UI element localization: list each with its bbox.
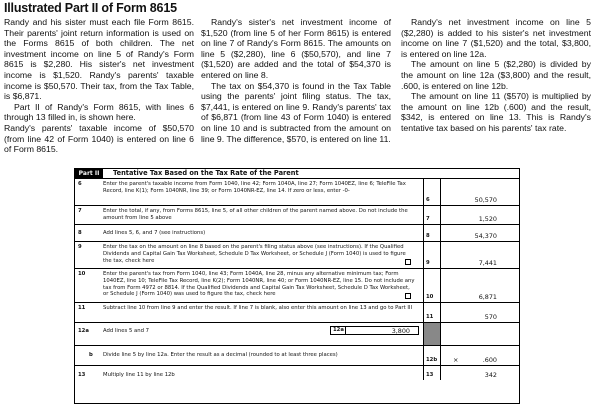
explanation-column-1 (4, 17, 194, 155)
explanation-columns (4, 17, 591, 167)
form-line-13 (75, 366, 519, 404)
form-line-12a (75, 323, 519, 337)
check-here-box[interactable] (405, 293, 411, 299)
line-label: 7 (423, 206, 441, 224)
line-label: 11 (423, 303, 441, 322)
line-amount-field[interactable]: 342 (484, 371, 497, 380)
form-line-7 (75, 206, 519, 225)
line-label: 9 (423, 242, 441, 268)
line-text: Add lines 5, 6, and 7 (see instructions) (103, 230, 206, 236)
explanation-column-2 (201, 17, 391, 144)
line-number: 8 (78, 230, 82, 236)
page-title: Illustrated Part II of Form 8615 (4, 1, 177, 15)
line-text: Divide line 5 by line 12a. Enter the result as a decimal (rounded to at least three places) (103, 352, 338, 358)
line-text: Subtract line 10 from line 9 and enter the result. If line 7 is blank, also enter this amount on line 13 and go to Part III (103, 305, 413, 311)
inline-line-label: 12a (330, 326, 346, 335)
part-title: Tentative Tax Based on the Tax Rate of the Parent (113, 169, 299, 177)
explanation-column-3 (401, 17, 591, 134)
line-text: Add lines 5 and 7 (103, 328, 150, 334)
line-text: Multiply line 11 by line 12b (103, 372, 175, 378)
line-number: 9 (78, 244, 82, 250)
line-number: b (89, 352, 93, 358)
multiply-sign: × (453, 356, 459, 365)
line-number: 11 (78, 305, 86, 311)
line-amount-field[interactable]: 1,520 (478, 215, 497, 224)
form-line-8 (75, 225, 519, 242)
label-column (423, 323, 441, 345)
line-text: Enter the parent's taxable income from Form 1040, line 42; Form 1040A, line 27; Form 1040EZ, line 6; TeleFile Tax Record, line K(1); Form 1040NR, line 39; or Form 1040NR-EZ, line 14. If zero or less, enter -0- (103, 181, 406, 194)
line-amount-field[interactable]: 7,441 (478, 259, 497, 268)
inline-amount-field[interactable]: 3,800 (345, 326, 419, 335)
line-amount-field[interactable]: 6,871 (478, 293, 497, 302)
part-label: Part II (75, 169, 103, 178)
line-text: Enter the tax on the amount on line 8 based on the parent's filing status above (see instructions). If the Qualified Dividends and Capital Gain Tax Worksheet, Schedule D Tax Worksheet, or Schedule J (Form 1040) is used to figure the tax, check here (103, 244, 406, 264)
line-number: 10 (78, 271, 86, 277)
line-number: 12a (78, 328, 89, 334)
line-text: Enter the parent's tax from Form 1040, line 43; Form 1040A, line 28, minus any alternative minimum tax; Form 1040EZ, line 10; TeleFile Tax Record, line K(2); Form 1040NR, line 40; or Form 1040NR-EZ, line 15. Do not include any tax from Form 4972 or 8814. If the Qualified Dividends and Capital Gain Tax Worksheet, Schedule D Tax Worksheet, or Schedule J (Form 1040) was used to figure the tax, check here (103, 271, 415, 298)
paragraph: The amount on line 5 ($2,280) is divided by the amount on line 12a ($3,800) and the result, .600, is entered on line 12b. (401, 59, 591, 91)
paragraph: The amount on line 11 ($570) is multiplied by the amount on line 12b (.600) and the result, $342, is entered on line 13. This is Randy's tentative tax based on his parents' tax rate. (401, 91, 591, 133)
paragraph: Randy and his sister must each file Form 8615. Their parents' joint return information is used on the Forms 8615 of both children. The net investment income on line 5 of Randy's Form 8615 is $2,280. His sister's net investment income is $1,520. Randy's parents' taxable income is $50,570. Their tax, from the Tax Table, is $6,871. (4, 17, 194, 102)
line-label: 10 (423, 269, 441, 302)
form-line-12b (75, 345, 519, 366)
paragraph: Part II of Randy's Form 8615, with lines 6 through 13 filled in, is shown here. (4, 101, 194, 123)
line-label: 13 (423, 366, 441, 380)
paragraph: Randy's parents' taxable income of $50,570 (from line 42 of Form 1040) is entered on line 6 of Form 8615. (4, 122, 194, 155)
line-amount-field[interactable]: .600 (482, 356, 497, 365)
line-number: 6 (78, 181, 82, 187)
paragraph: Randy's sister's net investment income of $1,520 (from line 5 of her Form 8615) is entered on line 7 of Randy's Form 8615. The amounts on line 5 ($2,280), line 6 ($50,570), and line 7 ($1,520) are added and the total of $54,370 is entered on line 8. (201, 17, 391, 80)
line-text: Enter the total, if any, from Forms 8615, line 5, of all other children of the parent named above. Do not include the amount from line 5 above (103, 208, 408, 221)
form-line-6 (75, 179, 519, 206)
part-header (75, 169, 519, 179)
line-amount-field[interactable]: 50,570 (474, 196, 497, 205)
paragraph: Randy's net investment income on line 5 ($2,280) is added to his sister's net investment income on line 7 ($1,520) and the total, $3,800, is entered on line 12a. (401, 17, 591, 59)
line-number: 13 (78, 372, 86, 378)
line-amount-field[interactable]: 570 (484, 313, 497, 322)
form-8615-part-ii (74, 168, 520, 404)
form-line-11 (75, 303, 519, 323)
line-amount-field[interactable]: 54,370 (474, 232, 497, 241)
line-label: 8 (423, 225, 441, 241)
line-number: 7 (78, 208, 82, 214)
check-here-box[interactable] (405, 259, 411, 265)
paragraph: The tax on $54,370 is found in the Tax Table using the parents' joint filing status. The tax, $7,441, is entered on line 9. Randy's parents' tax of $6,871 (from line 43 of Form 1040) is entered on line 10 and is subtracted from the amount on line 9. The difference, $570, is entered on line 11. (201, 80, 391, 144)
line-label: 6 (423, 179, 441, 205)
line-label: 12b (423, 345, 441, 365)
form-line-9 (75, 242, 519, 269)
form-line-10 (75, 269, 519, 303)
